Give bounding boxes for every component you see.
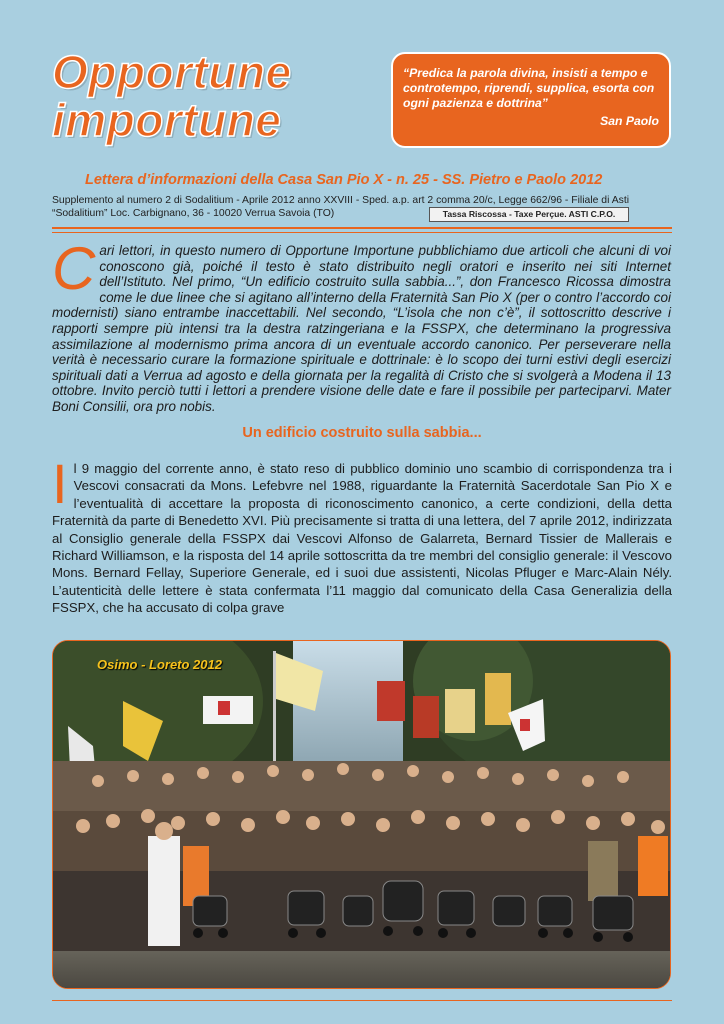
article-title: Un edificio costruito sulla sabbia...	[242, 425, 482, 441]
masthead-title	[52, 48, 292, 144]
intro-text: ari lettori, in questo numero di Opportune Importune pubblichiamo due articoli che alcuni di voi conoscono già, poiché il testo è stato distribuito negli oratori e inserito nei siti Internet dell’Istituto. Nel primo, “Un edificio costruito sulla sabbia...”, don Francesco Ricossa dimostra come le due linee che si agitano all’interno della Fraternità San Pio X (per o contro l’accordo coi modernisti) siano entrambe inaccettabili. Nel secondo, “L’isola che non c’è”, il sottoscritto descrive i rapporti sempre più intensi tra la destra ratzingeriana e la FSSPX, che determinano la progressiva assimilazione al modernismo prima ancora di un eventuale accordo canonico. Per perseverare nella verità è necessario curare la formazione spirituale e dottrinale: è lo scopo dei turni estivi degli esercizi spirituali dati a Verrua ad agosto e della giornata per la regalità di Cristo che si svolgerà a Modena il 13 ottobre. Invito perciò tutti i lettori a prendere visione delle date e fare il possibile per parteciparvi. Mater Boni Consilii, ora pro nobis.	[52, 243, 671, 414]
masthead-line-2: importune	[52, 94, 282, 146]
header-rule-thin	[52, 232, 672, 233]
quote-box	[391, 52, 671, 148]
article-dropcap: I	[52, 452, 68, 515]
masthead-line-1: Opportune	[52, 46, 292, 98]
quote-text: “Predica la parola divina, insisti a tempo e controtempo, riprendi, supplica, esorta con ogni pazienza e dottrina”	[403, 66, 655, 110]
quote-author: San Paolo	[600, 114, 659, 128]
intro-paragraph	[52, 235, 671, 415]
article-body	[52, 452, 672, 617]
supplement-notice: Supplemento al numero 2 di Sodalitium - Aprile 2012 anno XXVIII - Sped. a.p. art 2 comma 20/c, Legge 662/96 - Filiale di Asti “Sodalitium” Loc. Carbignano, 36 - 10020 Verrua Savoia (TO)	[52, 195, 630, 219]
photo-caption: Osimo - Loreto 2012	[97, 657, 222, 672]
tax-notice: Tassa Riscossa - Taxe Perçue. ASTI C.P.O.	[429, 207, 629, 222]
footer-rule	[52, 1000, 672, 1001]
article-text: l 9 maggio del corrente anno, è stato reso di pubblico dominio uno scambio di corrispondenza tra i Vescovi consacrati da Mons. Lefebvre nel 1988, riguardante la Fraternità Sacerdotale San Pio X e l’eventualità di accettare la proposta di riconoscimento canonico, a certe condizioni, della detta Fraternità da parte di Benedetto XVI. Più precisamente si tratta di una lettera, del 7 aprile 2012, indirizzata al Consiglio generale della FSSPX dai Vescovi Alfonso de Galarreta, Bernard Tissier de Mallerais e Richard Williamson, e la risposta del 14 aprile sottoscritta da tre membri del consiglio generale: il Vescovo Mons. Bernard Fellay, Superiore Generale, ed i suoi due assistenti, Nicolas Pfluger e Marc-Alain Nély. L’autenticità delle lettere è stata confermata l’11 maggio dal comunicato della Casa Generalizia della FSSPX, che ha accusato di colpa grave	[52, 461, 672, 616]
header-rule	[52, 227, 672, 229]
issue-subtitle: Lettera d’informazioni della Casa San Pio X - n. 25 - SS. Pietro e Paolo 2012	[85, 172, 603, 188]
photo-illustration	[53, 641, 671, 989]
group-photo	[52, 640, 671, 989]
intro-dropcap: C	[52, 235, 96, 302]
